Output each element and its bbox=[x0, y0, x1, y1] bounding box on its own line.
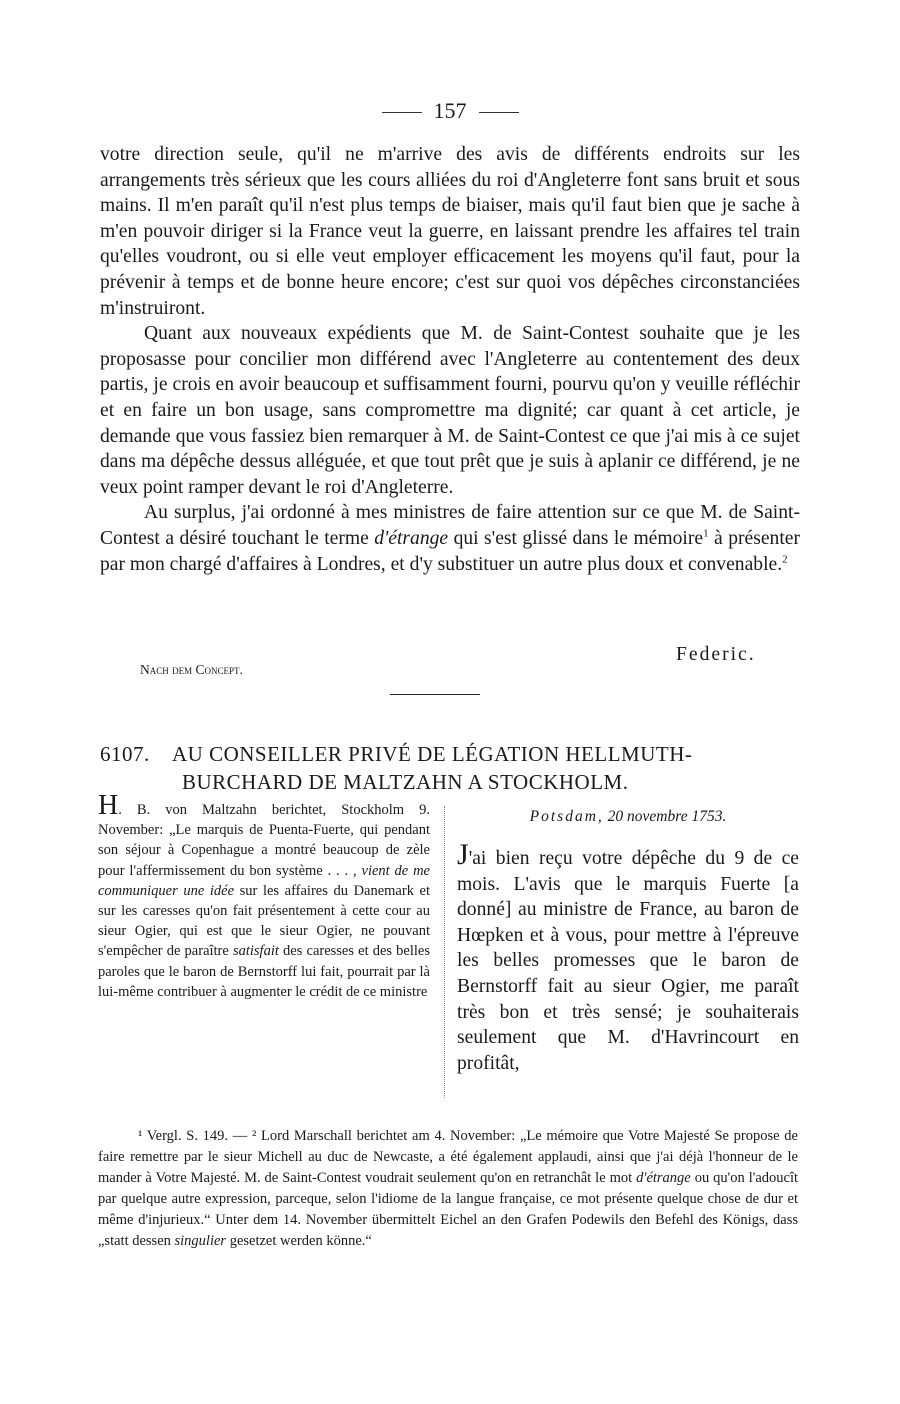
footnotes bbox=[98, 1126, 798, 1252]
summary-part-3: des caresses et des belles paroles que le baron de Bernstorff lui fait, pourrait par là lui-même contribuer à augmenter le crédit de ce ministre bbox=[98, 943, 431, 1000]
letter-dropcap: J bbox=[457, 838, 469, 871]
source-note: Nach dem Concept. bbox=[140, 662, 243, 677]
term-etrange: d'étrange bbox=[374, 527, 449, 549]
summary-emphasis-2: satisfait bbox=[232, 943, 279, 960]
letter-body-text: 'ai bien reçu votre dépêche du 9 de ce mois. L'avis que le marquis Fuerte [a donné] au ministre de France, au baron de Hœpken et à vous, pour mettre à l'épreuve les belles promesses que le baron de Bernstorff fait au sieur Ogier, me paraît très bon et très sensé; je souhaiterais seulement que M. d'Havrincourt en profitât, bbox=[457, 848, 799, 1074]
paragraph-3 bbox=[100, 500, 800, 577]
heading-line-1: AU CONSEILLER PRIVÉ DE LÉGATION HELLMUTH- bbox=[172, 742, 693, 766]
footnote-part-2: ou qu'on l'adoucît par quelque autre expression, parceque, selon l'idiome de la langue française, ce mot présente quelque chose de dur et même d'injurieux.“ Unter dem 14. November übermittelt Eichel an den Grafen Podewils den Befehl des Königs, dass „statt dessen bbox=[98, 1170, 799, 1249]
summary-part-2: sur les affaires du Danemark et sur les caresses qu'on fait présentement à cette cour au sieur Ogier, qui est que le sieur Ogier, ne pouvant s'empêcher de paraître bbox=[98, 882, 431, 960]
letter-heading bbox=[100, 740, 820, 796]
main-text bbox=[100, 142, 800, 577]
letter-number: 6107. bbox=[100, 742, 150, 766]
footnote-ref-2: 2 bbox=[782, 552, 788, 565]
signature: Federic. bbox=[676, 644, 756, 665]
column-divider bbox=[444, 806, 445, 1098]
summary-dropcap: H bbox=[98, 790, 119, 821]
right-dash bbox=[479, 112, 519, 113]
footnote-text bbox=[98, 1126, 798, 1252]
paragraph-3-part-2: qui s'est glissé dans le mémoire bbox=[453, 527, 704, 549]
paragraph-2: Quant aux nouveaux expédients que M. de Saint-Contest souhaite que je les proposasse pour concilier mon différend avec l'Angleterre au contentement des deux partis, je crois en avoir beaucoup et suffisamment fourni, pourvu qu'on y veuille réfléchir et en faire un bon usage, sans compromettre ma dignité; car quant à cet article, je demande que vous fassiez bien remarquer à M. de Saint-Contest ce que j'ai mis à ce sujet dans ma dépêche dessus alléguée, et que tout prêt que je suis à aplanir ce différend, je ne veux point ramper devant le roi d'Angleterre. bbox=[100, 323, 800, 498]
paragraph-3-part-3: à présenter par mon chargé d'affaires à Londres, et d'y substituer un autre plus doux et convenable. bbox=[100, 527, 800, 575]
footnote-part-3: gesetzet werden könne.“ bbox=[229, 1233, 372, 1249]
letter-text bbox=[457, 838, 799, 1076]
footnote-emphasis-1: d'étrange bbox=[636, 1170, 691, 1186]
heading-line-2: BURCHARD DE MALTZAHN A STOCKHOLM. bbox=[182, 770, 629, 794]
dateline-place: Potsdam, bbox=[529, 808, 604, 825]
left-dash bbox=[382, 112, 422, 113]
footnote-part-1: ¹ Vergl. S. 149. — ² Lord Marschall berichtet am 4. November: „Le mémoire que Votre Majesté Se propose de faire remettre par le sieur Michell au duc de Newcaste, a été également applaudi, ainsi que j'ai déjà l'honneur de le mander à Votre Majesté. M. de Saint-Contest voudrait seulement qu'on en retranchât le mot bbox=[98, 1128, 798, 1186]
summary-column bbox=[98, 790, 431, 1002]
paragraph-3-part-1: Au surplus, j'ai ordonné à mes ministres de faire attention sur ce que M. de Saint-Contest a désiré touchant le terme bbox=[100, 502, 800, 549]
summary-part-1: . B. von Maltzahn berichtet, Stockholm 9. November: „Le marquis de Puenta-Fuerte, qui pendant son séjour à Copenhague a montré beaucoup de zèle pour l'affermissement du bon système . . . , bbox=[98, 802, 430, 879]
footnote-emphasis-2: singulier bbox=[174, 1233, 227, 1249]
dateline bbox=[457, 806, 799, 828]
dateline-date: 20 novembre 1753. bbox=[607, 808, 727, 825]
footnote-ref-1: 1 bbox=[703, 527, 709, 540]
letter-column bbox=[457, 806, 799, 1076]
section-separator bbox=[390, 694, 480, 695]
paragraph-1: votre direction seule, qu'il ne m'arrive des avis de différents endroits sur les arrangements très sérieux que les cours alliées du roi d'Angleterre font sans bruit et sous mains. Il m'en paraît qu'il n'est plus temps de biaiser, mais qu'il faut bien que je sache à m'en pouvoir diriger si la France veut la guerre, en laissant prendre les affaires tel train qu'elles voudront, ou si elle veut employer efficacement les moyens qu'il faut, pour la prévenir à temps et de bonne heure encore; c'est sur quoi vos dépêches circonstanciées m'instruiront. bbox=[100, 144, 800, 319]
page-number: 157 bbox=[433, 98, 467, 123]
page-number-line bbox=[0, 98, 900, 124]
summary-emphasis-1: vient de me communiquer une idée bbox=[98, 862, 430, 899]
